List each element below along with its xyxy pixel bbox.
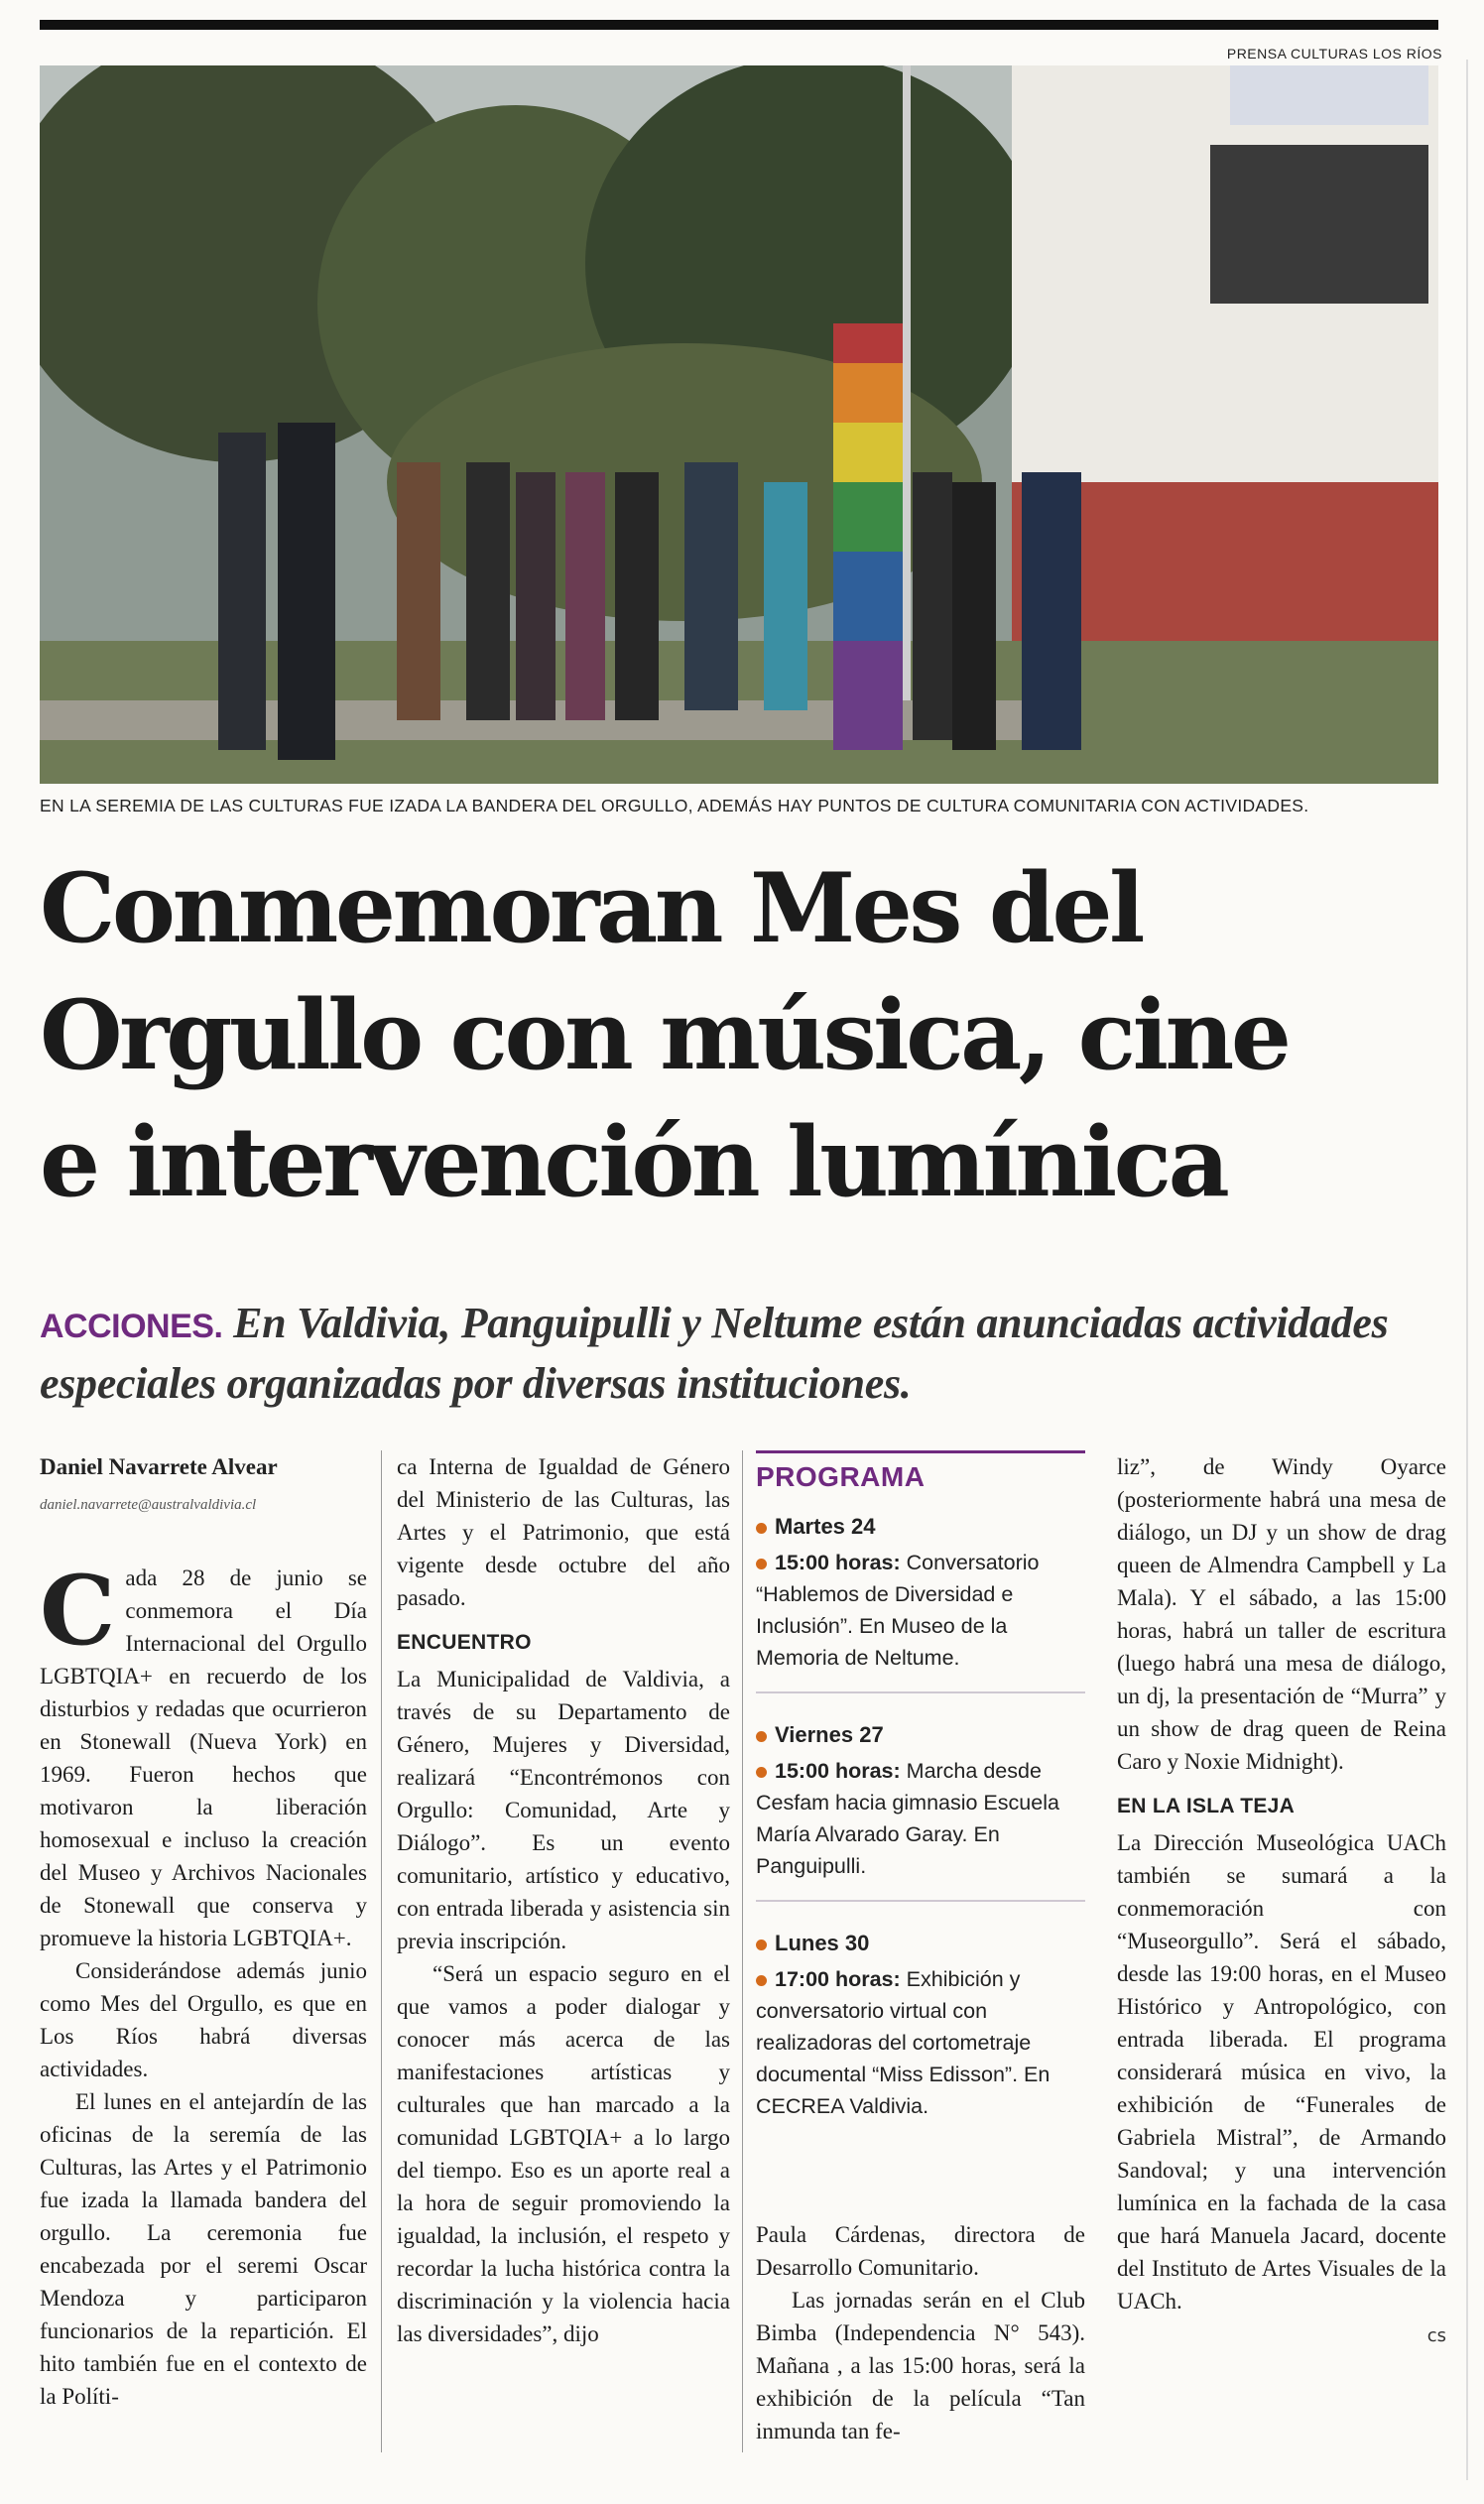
col1-paragraph-2: Considerándose además junio como Mes del Orgullo, es que en Los Ríos habrá diversas actividades. [40, 1958, 367, 2081]
column-1 [40, 1450, 367, 2413]
lede [40, 1295, 1448, 1413]
headline-line-2: Orgullo con música, cine [40, 979, 1289, 1091]
byline-author: Daniel Navarrete Alvear [40, 1454, 278, 1479]
programa-day: Martes 24 [775, 1514, 876, 1539]
programa-item [756, 1928, 1085, 2140]
col3-paragraph-1: Paula Cárdenas, directora de Desarrollo Comunitario. [756, 2222, 1085, 2280]
col2-paragraph-3: “Será un espacio seguro en el que vamos a poder dialogar y conocer más acerca de las manifestaciones artísticas y culturales que han marcado a la comunidad LGBTQIA+ a lo largo del tiempo. Eso es un aporte real a la hora de seguir promoviendo la igualdad, la inclusión, el respeto y recordar la lucha histórica contra la discriminación y la violencia hacia las diversidades”, dijo [397, 1961, 730, 2346]
end-mark [1117, 2317, 1446, 2352]
headline [40, 845, 1448, 1226]
programa-item [756, 1719, 1085, 1902]
article-photo [40, 65, 1438, 784]
bullet-icon [756, 1975, 767, 1986]
page-edge-rule [1466, 60, 1468, 2480]
programa-time: 17:00 horas: [775, 1967, 901, 1991]
column-3-continued [756, 2218, 1085, 2447]
programa-day: Lunes 30 [775, 1931, 870, 1955]
col2-paragraph-2: La Municipalidad de Valdivia, a través de su Departamento de Género, Mujeres y Diversidad, realizará “Encontrémonos con Orgullo: Comunidad, Arte y Diálogo”. Es un evento comunitario, artístico y educativo, con entrada liberada y asistencia sin previa inscripción. [397, 1667, 730, 1953]
col2-paragraph-1: ca Interna de Igualdad de Género del Ministerio de las Culturas, las Artes y el Patrimonio, que está vigente desde octubre del año pasado. [397, 1454, 730, 1610]
col4-paragraph-2: La Dirección Museológica UACh también se sumará a la conmemoración con “Museorgullo”. Será el sábado, desde las 19:00 horas, en el Museo Histórico y Antropológico, con entrada liberada. El programa considerará música en vivo, la exhibición de “Funerales de Gabriela Mistral”, de Armando Sandoval; y una intervención lumínica en la fachada de la casa que hará Manuela Jacard, docente del Instituto de Artes Visuales de la UACh. [1117, 1830, 1446, 2314]
col3-paragraph-2: Las jornadas serán en el Club Bimba (Independencia N° 543). Mañana , a las 15:00 horas, será la exhibición de la película “Tan inmunda tan fe- [756, 2288, 1085, 2443]
programa-text: Conversatorio “Hablemos de Diversidad e Inclusión”. En Museo de la Memoria de Neltume. [756, 1551, 1040, 1670]
headline-line-1: Conmemoran Mes del [40, 852, 1142, 964]
programa-day: Viernes 27 [775, 1722, 884, 1747]
programa-text: Exhibición y conversatorio virtual con realizadoras del cortometraje documental “Miss Edisson”. En CECREA Valdivia. [756, 1967, 1051, 2118]
col1-paragraph-3: El lunes en el antejardín de las oficinas de la seremía de las Culturas, las Artes y el Patrimonio fue izada la llamada bandera del orgullo. La ceremonia fue encabezada por el seremi Oscar Mendoza y participaron funcionarios de la repartición. El hito también fue en el contexto de la Políti- [40, 2089, 367, 2409]
programa-title: PROGRAMA [756, 1450, 1085, 1493]
drop-cap: C [40, 1555, 116, 1667]
bullet-icon [756, 1731, 767, 1742]
column-4 [1117, 1450, 1446, 2352]
programa-text: Marcha desde Cesfam hacia gimnasio Escuela María Alvarado Garay. En Panguipulli. [756, 1759, 1059, 1878]
end-mark-symbol: cs [1426, 2325, 1446, 2346]
photo-credit: PRENSA CULTURAS LOS RÍOS [1226, 46, 1442, 62]
bullet-icon [756, 1523, 767, 1534]
lede-text: En Valdivia, Panguipulli y Neltume están anunciadas actividades especiales organizadas por diversas instituciones. [40, 1299, 1389, 1408]
subhead-encuentro: ENCUENTRO [397, 1631, 532, 1654]
programa-item [756, 1511, 1085, 1693]
programa-time: 15:00 horas: [775, 1551, 901, 1574]
col4-paragraph-1: liz”, de Windy Oyarce (posteriormente habrá una mesa de diálogo, un DJ y un show de drag queen de Almendra Campbell y La Mala). Y el sábado, a las 15:00 horas, habrá un taller de escritura (luego habrá una mesa de diálogo, un dj, la presentación de “Murra” y un show de drag queen de Reina Caro y Noxie Midnight). [1117, 1454, 1446, 1774]
column-divider [381, 1450, 382, 2452]
programa-box [756, 1450, 1085, 2166]
bullet-icon [756, 1767, 767, 1778]
column-divider [742, 1450, 743, 2452]
subhead-isla-teja: EN LA ISLA TEJA [1117, 1795, 1296, 1817]
photo-caption: EN LA SEREMIA DE LAS CULTURAS FUE IZADA LA BANDERA DEL ORGULLO, ADEMÁS HAY PUNTOS DE CULTURA COMUNITARIA CON ACTIVIDADES. [40, 796, 1309, 815]
programa-time: 15:00 horas: [775, 1759, 901, 1783]
bullet-icon [756, 1559, 767, 1569]
lede-kicker: ACCIONES. [40, 1308, 223, 1345]
byline-email[interactable]: daniel.navarrete@australvaldivia.cl [40, 1497, 257, 1513]
col1-paragraph-1: ada 28 de junio se conmemora el Día Internacional del Orgullo LGBTQIA+ en recuerdo de los disturbios y redadas que ocurrieron en Stonewall (Nueva York) en 1969. Fueron hechos que motivaron la liberación homosexual e incluso la creación del Museo y Archivos Nacionales de Stonewall que conserva y promueve la historia LGBTQIA+. [40, 1565, 367, 1950]
column-2 [397, 1450, 730, 2350]
bullet-icon [756, 1940, 767, 1950]
top-rule [40, 20, 1438, 30]
headline-line-3: e intervención lumínica [40, 1106, 1227, 1218]
